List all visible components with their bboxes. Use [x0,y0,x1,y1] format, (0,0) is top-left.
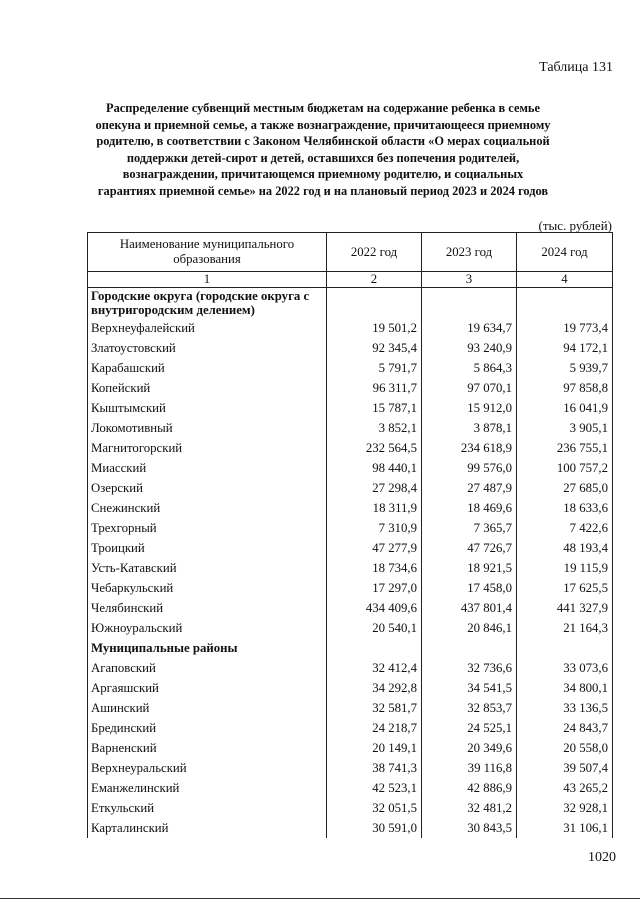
empty-cell [327,288,422,319]
value-2023: 18 469,6 [422,498,517,518]
value-2022: 47 277,9 [327,538,422,558]
value-2024: 39 507,4 [517,758,613,778]
municipality-name: Миасский [88,458,327,478]
section-title: Городские округа (городские округа с внутригородским делением) [88,288,327,319]
table-row [88,338,613,358]
value-2022: 98 440,1 [327,458,422,478]
value-2022: 18 311,9 [327,498,422,518]
col-number: 1 [88,272,327,288]
value-2022: 30 591,0 [327,818,422,838]
value-2023: 27 487,9 [422,478,517,498]
municipality-name: Карабашский [88,358,327,378]
table-row [88,738,613,758]
header-name: Наименование муниципального образования [88,233,327,272]
value-2022: 5 791,7 [327,358,422,378]
table-row [88,718,613,738]
municipality-name: Варненский [88,738,327,758]
units-label: (тыс. рублей) [538,218,612,233]
value-2024: 94 172,1 [517,338,613,358]
table-row [88,658,613,678]
municipality-name: Локомотивный [88,418,327,438]
municipality-name: Трехгорный [88,518,327,538]
title-line: вознаграждении, причитающемся приемному родителю, и социальных [122,167,524,182]
municipality-name: Озерский [88,478,327,498]
value-2022: 18 734,6 [327,558,422,578]
table-row [88,778,613,798]
municipality-name: Магнитогорский [88,438,327,458]
municipality-name: Снежинский [88,498,327,518]
subvention-table [87,232,613,838]
table-row [88,758,613,778]
value-2022: 38 741,3 [327,758,422,778]
value-2023: 437 801,4 [422,598,517,618]
value-2023: 32 481,2 [422,798,517,818]
value-2022: 3 852,1 [327,418,422,438]
table-row [88,318,613,338]
municipality-name: Троицкий [88,538,327,558]
value-2024: 48 193,4 [517,538,613,558]
value-2024: 32 928,1 [517,798,613,818]
header-2022: 2022 год [327,233,422,272]
value-2023: 234 618,9 [422,438,517,458]
value-2022: 34 292,8 [327,678,422,698]
value-2023: 5 864,3 [422,358,517,378]
table-row [88,578,613,598]
page-number: 1020 [588,850,616,865]
title-line: родителю, в соответствии с Законом Челябинской области «О мерах социальной [96,134,550,149]
municipality-name: Усть-Катавский [88,558,327,578]
value-2023: 97 070,1 [422,378,517,398]
value-2024: 27 685,0 [517,478,613,498]
value-2023: 30 843,5 [422,818,517,838]
value-2023: 39 116,8 [422,758,517,778]
municipality-name: Аргаяшский [88,678,327,698]
section-header-row [88,638,613,658]
value-2022: 24 218,7 [327,718,422,738]
header-2024: 2024 год [517,233,613,272]
table-row [88,698,613,718]
value-2022: 434 409,6 [327,598,422,618]
table-row [88,398,613,418]
empty-cell [517,288,613,319]
table-row [88,678,613,698]
table-row [88,478,613,498]
value-2022: 17 297,0 [327,578,422,598]
value-2024: 33 073,6 [517,658,613,678]
value-2024: 43 265,2 [517,778,613,798]
value-2023: 18 921,5 [422,558,517,578]
municipality-name: Верхнеуфалейский [88,318,327,338]
municipality-name: Брединский [88,718,327,738]
title-line: опекуна и приемной семье, а также вознаграждение, причитающееся приемному [95,117,551,132]
value-2023: 20 349,6 [422,738,517,758]
value-2024: 21 164,3 [517,618,613,638]
municipality-name: Чебаркульский [88,578,327,598]
page-bottom-rule [0,898,640,899]
section-title: Муниципальные районы [88,638,327,658]
table-row [88,818,613,838]
municipality-name: Копейский [88,378,327,398]
value-2024: 100 757,2 [517,458,613,478]
table-row [88,378,613,398]
value-2023: 47 726,7 [422,538,517,558]
municipality-name: Златоустовский [88,338,327,358]
value-2024: 24 843,7 [517,718,613,738]
municipality-name: Челябинский [88,598,327,618]
value-2022: 32 581,7 [327,698,422,718]
value-2024: 33 136,5 [517,698,613,718]
table-row [88,518,613,538]
value-2024: 16 041,9 [517,398,613,418]
table-row [88,438,613,458]
municipality-name: Агаповский [88,658,327,678]
value-2022: 32 412,4 [327,658,422,678]
table-row [88,558,613,578]
value-2023: 19 634,7 [422,318,517,338]
value-2022: 20 149,1 [327,738,422,758]
table-row [88,598,613,618]
value-2023: 42 886,9 [422,778,517,798]
value-2023: 17 458,0 [422,578,517,598]
municipality-name: Еткульский [88,798,327,818]
value-2024: 97 858,8 [517,378,613,398]
value-2022: 42 523,1 [327,778,422,798]
empty-cell [422,638,517,658]
municipality-name: Кыштымский [88,398,327,418]
table-row [88,498,613,518]
table-label: Таблица 131 [539,60,613,75]
municipality-name: Верхнеуральский [88,758,327,778]
column-number-row [88,272,613,288]
table-header-row [88,233,613,272]
value-2024: 19 115,9 [517,558,613,578]
value-2023: 3 878,1 [422,418,517,438]
col-number: 3 [422,272,517,288]
value-2023: 34 541,5 [422,678,517,698]
table-row [88,618,613,638]
value-2024: 5 939,7 [517,358,613,378]
value-2023: 93 240,9 [422,338,517,358]
value-2023: 7 365,7 [422,518,517,538]
header-2023: 2023 год [422,233,517,272]
value-2024: 441 327,9 [517,598,613,618]
value-2022: 96 311,7 [327,378,422,398]
value-2024: 19 773,4 [517,318,613,338]
empty-cell [517,638,613,658]
value-2024: 31 106,1 [517,818,613,838]
table-row [88,418,613,438]
value-2024: 17 625,5 [517,578,613,598]
title-line: гарантиях приемной семье» на 2022 год и на плановый период 2023 и 2024 годов [97,183,549,198]
col-number: 2 [327,272,422,288]
value-2022: 92 345,4 [327,338,422,358]
value-2024: 34 800,1 [517,678,613,698]
value-2022: 27 298,4 [327,478,422,498]
empty-cell [327,638,422,658]
value-2023: 20 846,1 [422,618,517,638]
value-2024: 3 905,1 [517,418,613,438]
document-title [88,100,558,200]
value-2024: 20 558,0 [517,738,613,758]
title-line: Распределение субвенций местным бюджетам на содержание ребенка в семье [106,101,540,115]
value-2024: 236 755,1 [517,438,613,458]
municipality-name: Карталинский [88,818,327,838]
empty-cell [422,288,517,319]
value-2022: 232 564,5 [327,438,422,458]
section-header-row [88,288,613,319]
value-2024: 7 422,6 [517,518,613,538]
table-row [88,798,613,818]
municipality-name: Ашинский [88,698,327,718]
value-2023: 24 525,1 [422,718,517,738]
value-2023: 32 736,6 [422,658,517,678]
value-2023: 99 576,0 [422,458,517,478]
value-2022: 20 540,1 [327,618,422,638]
value-2022: 7 310,9 [327,518,422,538]
title-line: поддержки детей-сирот и детей, оставшихся без попечения родителей, [126,150,520,165]
table-row [88,458,613,478]
table-row [88,538,613,558]
value-2024: 18 633,6 [517,498,613,518]
value-2022: 32 051,5 [327,798,422,818]
col-number: 4 [517,272,613,288]
municipality-name: Еманжелинский [88,778,327,798]
municipality-name: Южноуральский [88,618,327,638]
value-2023: 32 853,7 [422,698,517,718]
table-row [88,358,613,378]
value-2022: 15 787,1 [327,398,422,418]
value-2022: 19 501,2 [327,318,422,338]
value-2023: 15 912,0 [422,398,517,418]
